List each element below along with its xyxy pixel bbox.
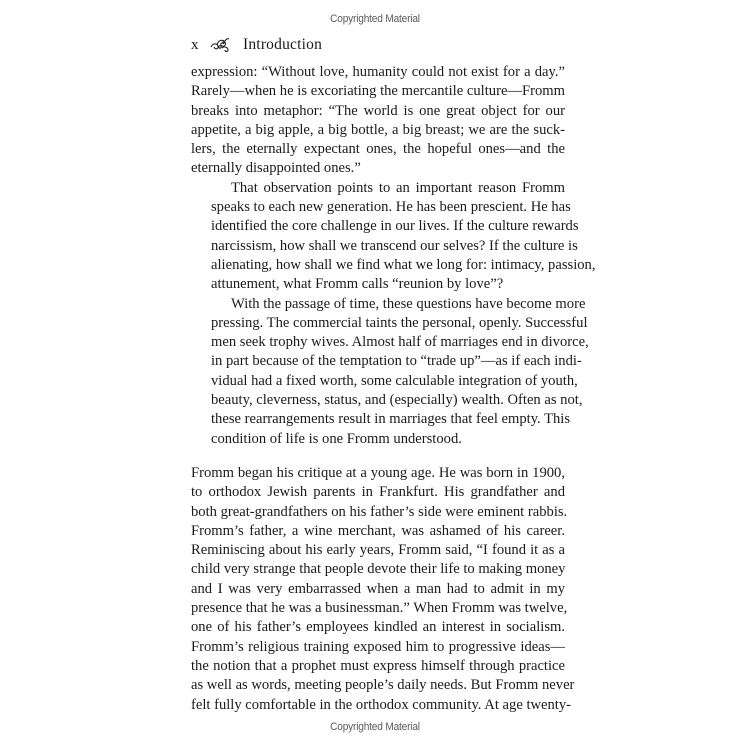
text-line: speaks to each new generation. He has been prescient. He has	[211, 199, 571, 216]
text-line: these rearrangements result in marriages that feel empty. This	[211, 411, 571, 428]
text-line: Fromm began his critique at a young age. He was born in 1900,	[191, 464, 565, 481]
text-line: pressing. The commercial taints the personal, openly. Successful	[211, 314, 588, 331]
running-head	[191, 36, 322, 54]
paragraph-2	[191, 179, 596, 295]
text-line: to orthodox Jewish parents in Frankfurt. His grandfather and	[191, 484, 565, 501]
paragraph-4	[191, 464, 575, 715]
text-line: Reminiscing about his early years, Fromm said, “I found it as a	[191, 542, 565, 559]
paragraph-3	[191, 295, 589, 449]
text-line: felt fully comfortable in the orthodox community. At age twenty-	[191, 696, 572, 713]
text-line: lers, the eternally expectant ones, the hopeful ones—and the	[191, 141, 565, 158]
text-line: condition of life is one Fromm understood.	[211, 430, 462, 447]
text-line: the notion that a prophet must express himself through practice	[191, 657, 565, 674]
text-line: Fromm’s religious training exposed him to progressive ideas—	[191, 638, 565, 655]
fleuron-ornament-icon	[209, 37, 231, 53]
text-line: men seek trophy wives. Almost half of marriages end in divorce,	[211, 334, 589, 351]
paragraph-1	[191, 63, 565, 179]
text-line: Rarely—when he is excoriating the mercantile culture—Fromm	[191, 83, 565, 100]
text-line: That observation points to an important reason Fromm	[231, 179, 565, 196]
text-line: beauty, cleverness, status, and (especially) wealth. Often as not,	[211, 392, 583, 409]
copyright-watermark-top: Copyrighted Material	[330, 13, 420, 25]
text-line: With the passage of time, these questions have become more	[231, 295, 586, 312]
text-line: appetite, a big apple, a big bottle, a big breast; we are the suck-	[191, 121, 565, 138]
text-line: breaks into metaphor: “The world is one great object for our	[191, 102, 565, 119]
text-line: Fromm’s father, a wine merchant, was ashamed of his career.	[191, 522, 565, 539]
text-line: alienating, how shall we find what we long for: intimacy, passion,	[211, 256, 596, 273]
text-line: both great-grandfathers on his father’s side were eminent rabbis.	[191, 503, 568, 520]
text-line: eternally disappointed ones.”	[191, 160, 361, 177]
text-line: identified the core challenge in our lives. If the culture rewards	[211, 218, 579, 235]
body-text	[191, 63, 596, 715]
copyright-watermark-bottom: Copyrighted Material	[330, 721, 420, 733]
text-line: in part because of the temptation to “trade up”—as if each indi-	[211, 353, 582, 370]
text-line: attunement, what Fromm calls “reunion by love”?	[211, 276, 504, 293]
text-line: vidual had a fixed worth, some calculable integration of youth,	[211, 372, 578, 389]
chapter-title: Introduction	[243, 36, 323, 53]
page-number: x	[191, 36, 199, 53]
text-line: expression: “Without love, humanity could not exist for a day.”	[191, 64, 565, 80]
text-line: as well as words, meeting people’s daily needs. But Fromm never	[191, 677, 575, 694]
text-line: one of his father’s employees kindled an interest in socialism.	[191, 619, 565, 636]
text-line: presence that he was a businessman.” When Fromm was twelve,	[191, 600, 568, 617]
text-line: child very strange that people devote their life to making money	[191, 561, 566, 578]
text-line: narcissism, how shall we transcend our selves? If the culture is	[211, 237, 578, 254]
text-line: and I was very embarrassed when a man had to admit in my	[191, 580, 565, 597]
